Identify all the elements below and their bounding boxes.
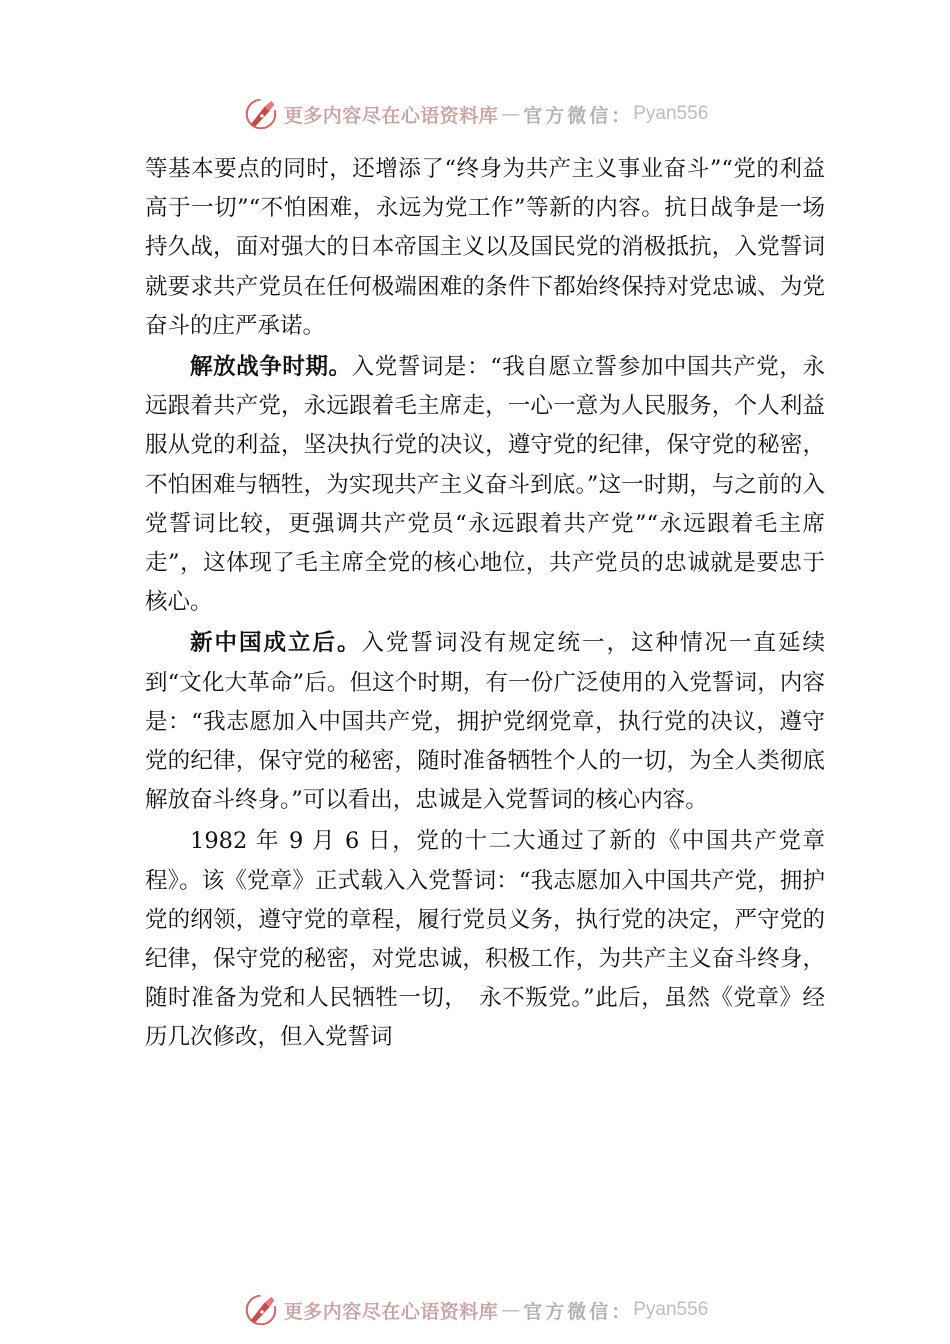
paragraph-1 [145, 150, 825, 346]
banner-title: 更多内容尽在心语资料库 [283, 104, 499, 127]
banner-separator: — [501, 1299, 521, 1321]
paragraph-text: 1982 年 9 月 6 日，党的十二大通过了新的《中国共产党章程》。该《党章》正式载入入党誓词：“我志愿加入中国共产党，拥护党的纲领，遵守党的章程，履行党员义务，执行党的决定，严守党的纪律，保守党的秘密，对党忠诚，积极工作，为共产主义奋斗终身，随时准备为党和人民牺牲一切， 永不叛党。”此后，虽然《党章》经历几次修改，但入党誓词 [145, 828, 825, 1051]
paragraph-text: 入党誓词没有规定统一，这种情况一直延续到“文化大革命”后。但这个时期，有一份广泛使用的入党誓词，内容是：“我志愿加入中国共产党，拥护党纲党章，执行党的决议，遵守党的纪律，保守党的秘密，随时准备牺牲个人的一切，为全人类彻底解放奋斗终身。”可以看出，忠诚是入党誓词的核心内容。 [145, 630, 825, 814]
paragraph-2 [145, 348, 825, 622]
header-banner [0, 94, 950, 134]
pen-nib-logo-icon [242, 1291, 280, 1329]
paragraph-text: 等基本要点的同时，还增添了“终身为共产主义事业奋斗”“党的利益高于一切”“不怕困难，永远为党工作”等新的内容。抗日战争是一场持久战，面对强大的日本帝国主义以及国民党的消极抵抗，入党誓词就要求共产党员在任何极端困难的条件下都始终保持对党忠诚、为党奋斗的庄严承诺。 [145, 156, 825, 339]
banner-title: 更多内容尽在心语资料库 [283, 1300, 499, 1323]
paragraph-lead: 解放战争时期。 [190, 354, 352, 381]
paragraph-lead: 新中国成立后。 [190, 630, 362, 657]
banner-label: 官方微信： [523, 104, 634, 127]
banner-account: Pyan556 [633, 103, 709, 124]
document-body [145, 150, 825, 1060]
pen-nib-logo-icon [242, 95, 280, 133]
banner-separator: — [501, 103, 521, 125]
paragraph-text: 入党誓词是：“我自愿立誓参加中国共产党，永远跟着共产党，永远跟着毛主席走，一心一意为人民服务，个人利益服从党的利益，坚决执行党的决议，遵守党的纪律，保守党的秘密，不怕困难与牺牲，为实现共产主义奋斗到底。”这一时期，与之前的入党誓词比较，更强调共产党员“永远跟着共产党”“永远跟着毛主席走”，这体现了毛主席全党的核心地位，共产党员的忠诚就是要忠于核心。 [145, 354, 825, 616]
banner-account: Pyan556 [633, 1299, 709, 1320]
banner-label: 官方微信： [523, 1300, 634, 1323]
paragraph-4 [145, 822, 825, 1057]
paragraph-3 [145, 624, 825, 820]
footer-banner [0, 1290, 950, 1330]
